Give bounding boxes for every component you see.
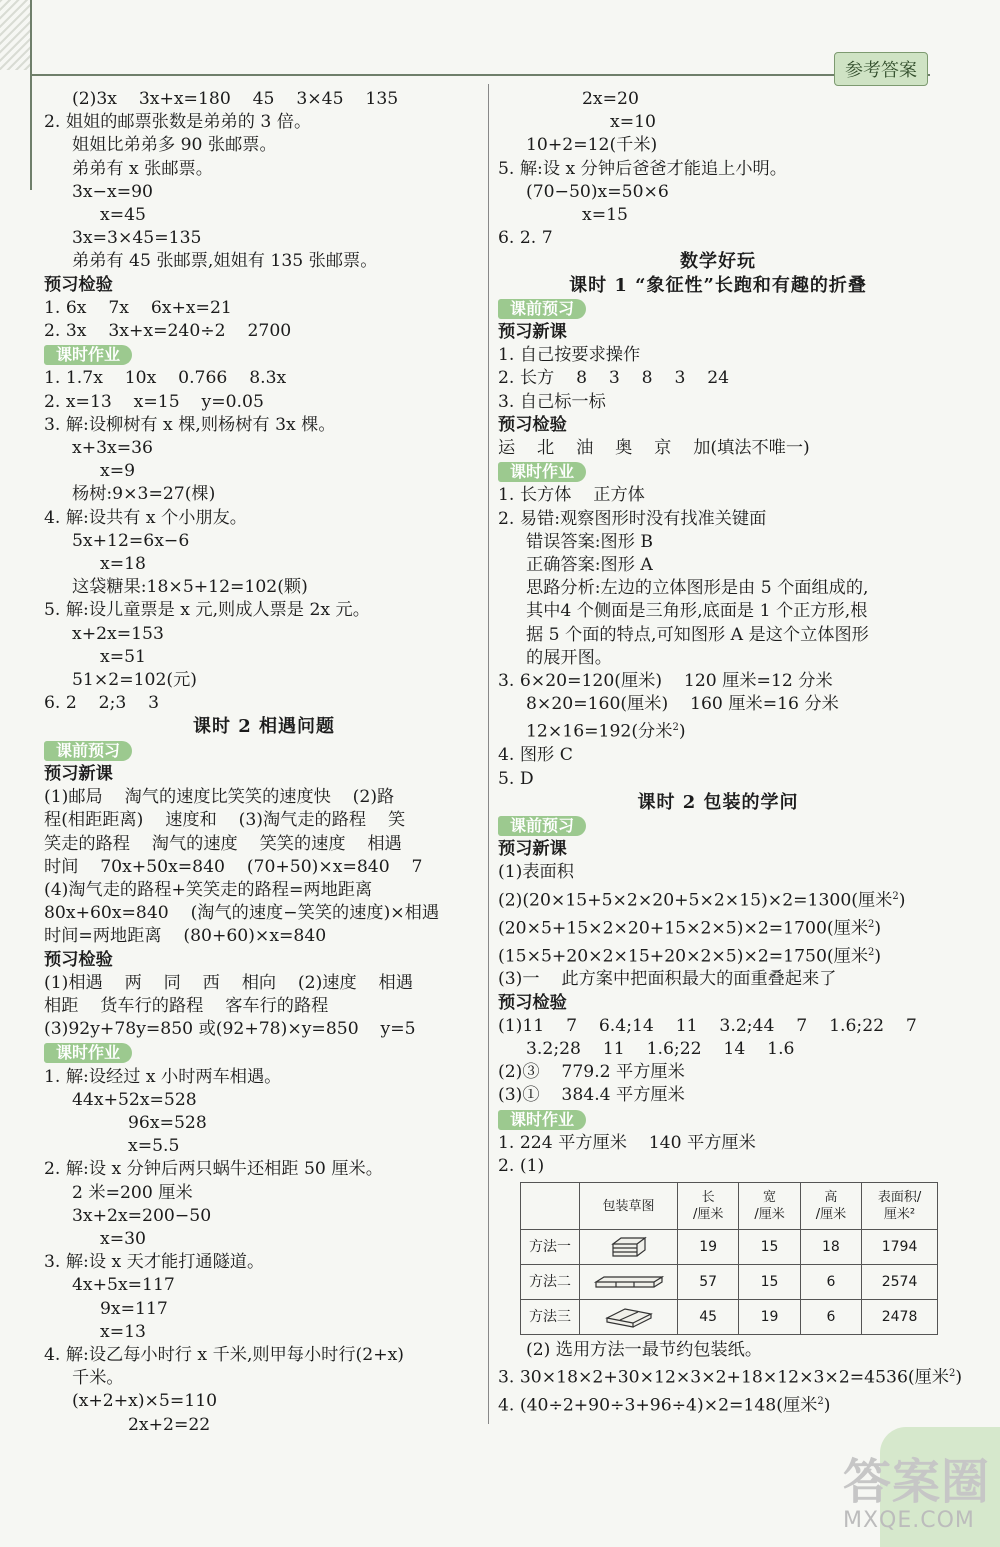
answer-line: 3. 自己标一标 [498,391,606,412]
answer-line: 3. 解:设柳树有 x 棵,则杨树有 3x 棵。 [44,414,336,435]
answer-line: 9x=117 [100,1298,168,1319]
subsection-heading: 预习新课 [498,839,567,860]
answer-line: 运 北 油 奥 京 加(填法不唯一) [498,438,810,459]
table-cell-sketch [580,1230,678,1265]
answer-line: 3. 30×18×2+30×12×3×2+18×12×3×2=4536(厘米$^2$) [498,1368,963,1389]
answer-line: 51×2=102(元) [72,670,198,691]
table-header-cell: 长 /厘米 [678,1183,739,1230]
lesson-title: 课时 2 相遇问题 [192,716,336,738]
answer-line: x=30 [100,1228,146,1249]
answer-line: 6. 2. 7 [498,228,553,249]
table-cell-sketch [580,1265,678,1300]
subsection-heading: 预习检验 [44,949,113,970]
answer-line: 正确答案:图形 A [526,555,653,576]
header-badge: 参考答案 [834,52,928,86]
answer-line: x=13 [100,1321,146,1342]
table-cell: 57 [678,1265,739,1300]
section-tag: 课前预习 [44,741,132,761]
table-header-cell: 包装草图 [580,1183,678,1230]
answer-line: 3x=3×45=135 [72,228,202,249]
table-row [521,1265,938,1300]
answer-line: (3)① 384.4 平方厘米 [498,1085,685,1106]
table-cell: 45 [678,1300,739,1335]
answer-line: 2. (1) [498,1156,545,1177]
table-cell: 15 [739,1265,800,1300]
answer-line: (20×5+15×2×20+15×2×5)×2=1700(厘米$^2$) [498,918,882,939]
answer-line: 的展开图。 [526,647,612,668]
answer-line: 其中4 个侧面是三角形,底面是 1 个正方形,根 [526,601,868,622]
package-sketch-icon [603,1306,655,1328]
answer-line: 2. 姐姐的邮票张数是弟弟的 3 倍。 [44,112,312,133]
header-rule [30,74,930,76]
answer-line: 2x+2=22 [128,1414,211,1435]
answer-line: 姐姐比弟弟多 90 张邮票。 [72,135,277,156]
table-header-cell: 表面积/ 厘米² [862,1183,938,1230]
answer-line: 1. 224 平方厘米 140 平方厘米 [498,1132,756,1153]
answer-line: 2 米=200 厘米 [72,1182,193,1203]
answer-line: 2. x=13 x=15 y=0.05 [44,391,264,412]
watermark-url: MXQE.COM [842,1508,975,1533]
watermark [843,1456,990,1533]
answer-line: 3x+2x=200−50 [72,1205,212,1226]
table-row [521,1230,938,1265]
answer-line: 相距 货车行的路程 客车行的路程 [44,995,329,1016]
package-sketch-icon [594,1274,664,1290]
answer-line: x=45 [100,205,146,226]
answer-line: 3. 6×20=120(厘米) 120 厘米=12 分米 [498,671,833,692]
answer-line: 5. 解:设 x 分钟后爸爸才能追上小明。 [498,158,787,179]
table-cell: 2478 [862,1300,938,1335]
answer-line: 12×16=192(分米$^2$) [526,722,686,743]
answer-line: 4x+5x=117 [72,1275,175,1296]
table-cell: 19 [739,1300,800,1335]
answer-line: 8×20=160(厘米) 160 厘米=16 分米 [526,694,839,715]
table-cell: 6 [800,1300,861,1335]
answer-line: 2. 3x 3x+x=240÷2 2700 [44,321,292,342]
answer-line: 10+2=12(千米) [526,135,658,156]
answer-line: 时间=两地距离 (80+60)×x=840 [44,926,327,947]
answer-line: 2. 易错:观察图形时没有找准关键面 [498,508,767,529]
table-cell: 方法三 [521,1300,580,1335]
answer-line: (4)淘气走的路程+笑笑走的路程=两地距离 [44,879,373,900]
answer-line: x=15 [582,205,628,226]
answer-line: (15×5+20×2×15+20×2×5)×2=1750(厘米$^2$) [498,946,882,967]
answer-line: (3)一 此方案中把面积最大的面重叠起来了 [498,969,837,990]
answer-line: 弟弟有 45 张邮票,姐姐有 135 张邮票。 [72,251,378,272]
answer-line: 5. 解:设儿童票是 x 元,则成人票是 2x 元。 [44,600,370,621]
answer-line: 错误答案:图形 B [526,531,654,552]
section-tag: 课时作业 [498,462,586,482]
answer-line: (2)(20×15+5×2×20+5×2×15)×2=1300(厘米$^2$) [498,890,906,911]
subsection-heading: 预习检验 [498,414,567,435]
answer-line: (1)表面积 [498,862,574,883]
table-cell: 1794 [862,1230,938,1265]
answer-line: 1. 自己按要求操作 [498,345,641,366]
answer-line: 据 5 个面的特点,可知图形 A 是这个立体图形 [526,624,869,645]
answer-line: 3.2;28 11 1.6;22 14 1.6 [526,1039,795,1060]
table-header-cell: 高 /厘米 [800,1183,861,1230]
packaging-table [520,1182,938,1335]
answer-line: 5. D [498,768,534,789]
answer-line: (3)92y+78y=850 或(92+78)×y=850 y=5 [44,1019,416,1040]
answer-line: 3x−x=90 [72,181,153,202]
answer-line: 6. 2 2;3 3 [44,693,160,714]
package-sketch-icon [609,1236,649,1258]
answer-line: 杨树:9×3=27(棵) [72,484,216,505]
answer-line: 1. 解:设经过 x 小时两车相遇。 [44,1066,282,1087]
table-header-cell: 宽 /厘米 [739,1183,800,1230]
table-cell: 方法一 [521,1230,580,1265]
answer-line: (70−50)x=50×6 [526,181,669,202]
table-header-cell [521,1183,580,1230]
answer-line: x=10 [610,112,656,133]
answer-line: 程(相距距离) 速度和 (3)淘气走的路程 笑 [44,810,406,831]
answer-line: 4. (40÷2+90÷3+96÷4)×2=148(厘米$^2$) [498,1396,831,1417]
corner-decoration [0,0,30,70]
answer-line: 4. 图形 C [498,745,573,766]
section-tag: 课前预习 [498,299,586,319]
left-column [44,88,484,1437]
lesson-title: 课时 1 “象征性”长跑和有趣的折叠 [569,274,867,296]
table-cell: 18 [800,1230,861,1265]
lesson-title: 数学好玩 [680,251,756,273]
answer-line: 2. 解:设 x 分钟后两只蜗牛还相距 50 厘米。 [44,1159,383,1180]
section-tag: 课前预习 [498,816,586,836]
section-tag: 课时作业 [498,1110,586,1130]
column-divider [488,84,489,1424]
table-row [521,1300,938,1335]
answer-line: 思路分析:左边的立体图形是由 5 个面组成的, [526,578,869,599]
subsection-heading: 预习新课 [44,763,113,784]
table-cell: 15 [739,1230,800,1265]
answer-line: (2)③ 779.2 平方厘米 [498,1062,685,1083]
answer-line: (1)邮局 淘气的速度比笑笑的速度快 (2)路 [44,787,395,808]
answer-line: x=18 [100,554,146,575]
answer-line: 弟弟有 x 张邮票。 [72,158,213,179]
subsection-heading: 预习检验 [44,274,113,295]
right-column [498,88,963,1418]
answer-line: 5x+12=6x−6 [72,530,190,551]
watermark-logo: 答案圈 [842,1454,990,1510]
table-cell: 19 [678,1230,739,1265]
answer-line: 2. 长方 8 3 8 3 24 [498,368,730,389]
lesson-title: 课时 2 包装的学问 [637,791,799,813]
answer-line: 2x=20 [582,89,639,109]
table-cell: 方法二 [521,1265,580,1300]
table-header-row [521,1183,938,1230]
table-cell: 6 [800,1265,861,1300]
answer-line: x=9 [100,461,136,482]
answer-line: 96x=528 [128,1112,207,1133]
answer-line: 1. 长方体 正方体 [498,485,645,506]
section-tag: 课时作业 [44,1043,132,1063]
answer-line: 80x+60x=840 (淘气的速度−笑笑的速度)×相遇 [44,903,440,924]
answer-line: 44x+52x=528 [72,1089,197,1110]
answer-line: (1)相遇 两 同 西 相向 (2)速度 相遇 [44,972,413,993]
answer-line: 笑走的路程 淘气的速度 笑笑的速度 相遇 [44,833,402,854]
subsection-heading: 预习检验 [498,992,567,1013]
answer-line: 3. 解:设 x 天才能打通隧道。 [44,1252,265,1273]
answer-line: x=5.5 [128,1136,180,1157]
answer-line: (2)3x 3x+x=180 45 3×45 135 [72,89,399,109]
section-tag: 课时作业 [44,345,132,365]
answer-line: x+2x=153 [72,623,164,644]
answer-line: 4. 解:设共有 x 个小朋友。 [44,507,247,528]
table-cell-sketch [580,1300,678,1335]
table-cell: 2574 [862,1265,938,1300]
answer-line: 千米。 [72,1368,124,1389]
answer-line: 4. 解:设乙每小时行 x 千米,则甲每小时行(2+x) [44,1344,404,1365]
answer-line: (1)11 7 6.4;14 11 3.2;44 7 1.6;22 7 [498,1015,917,1036]
answer-line: (2) 选用方法一最节约包装纸。 [526,1340,763,1361]
answer-line: 时间 70x+50x=840 (70+50)×x=840 7 [44,856,423,877]
answer-line: 1. 6x 7x 6x+x=21 [44,297,232,318]
answer-line: (x+2+x)×5=110 [72,1391,218,1412]
header-left-rule [30,0,32,190]
answer-line: 1. 1.7x 10x 0.766 8.3x [44,368,287,389]
subsection-heading: 预习新课 [498,322,567,343]
answer-line: x+3x=36 [72,438,153,459]
answer-line: x=51 [100,646,146,667]
answer-line: 这袋糖果:18×5+12=102(颗) [72,577,308,598]
